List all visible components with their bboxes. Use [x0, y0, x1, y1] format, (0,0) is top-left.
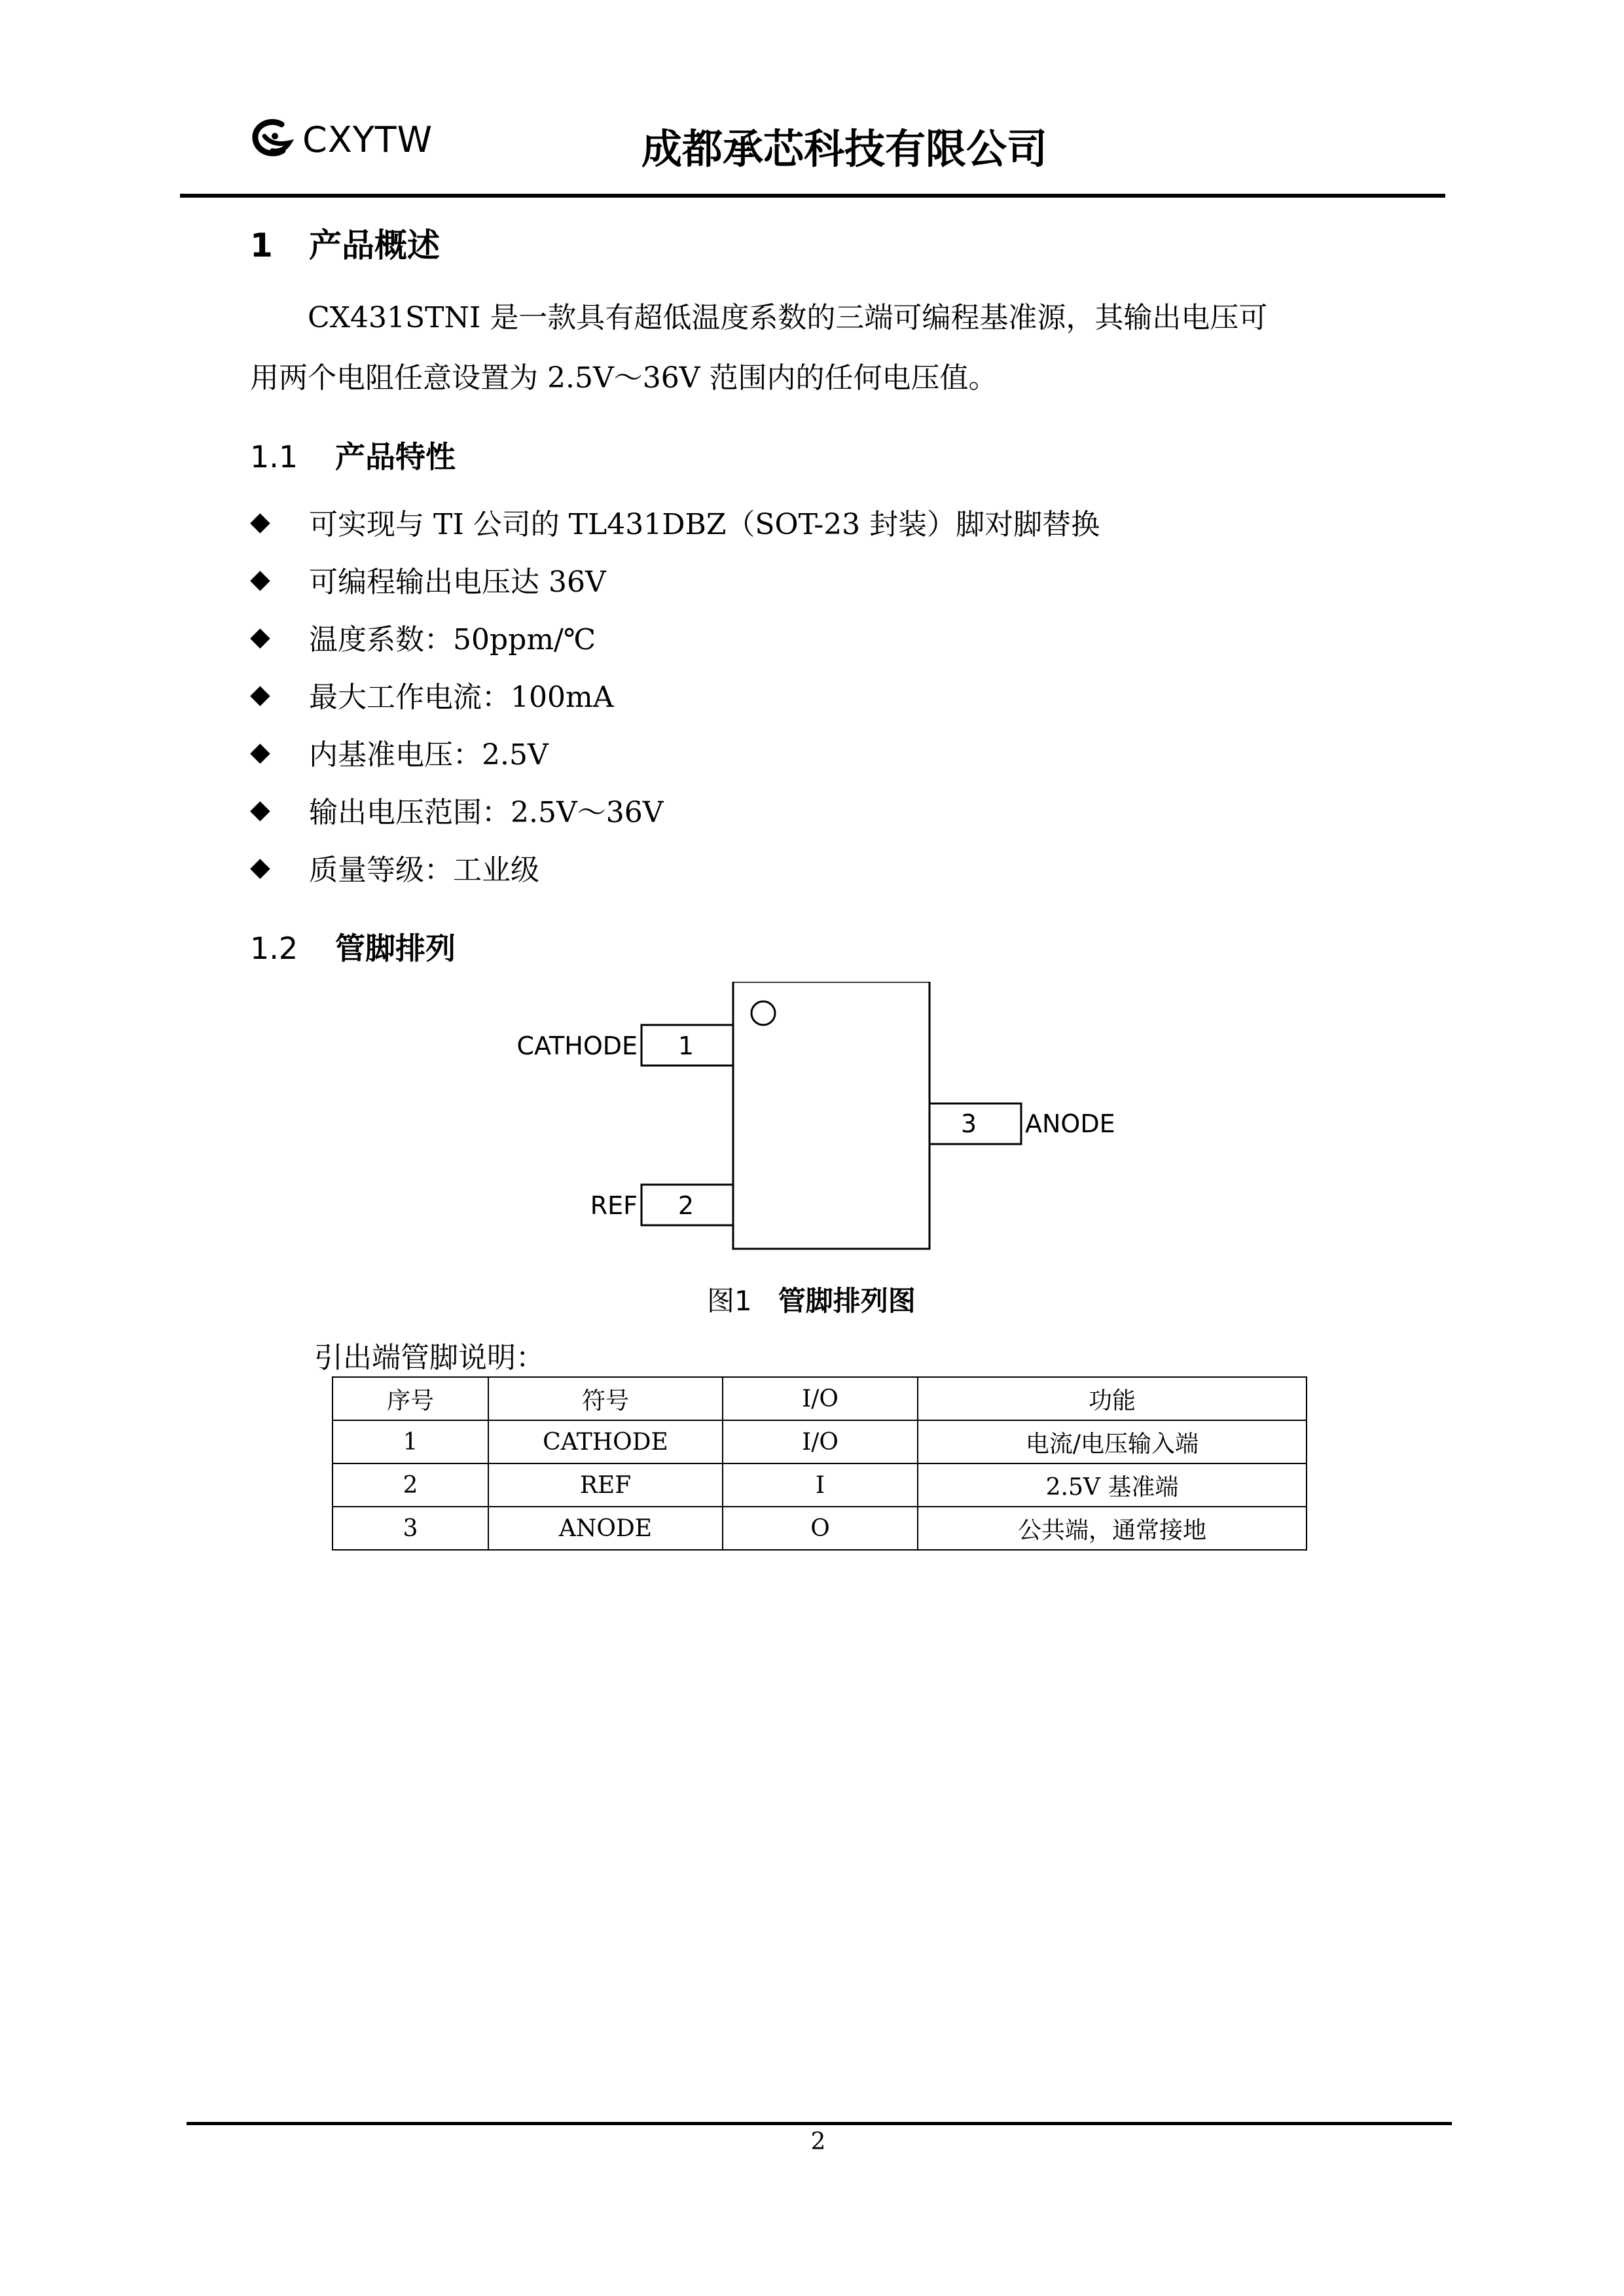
overview-line-2: 用两个电阻任意设置为 2.5V～36V 范围内的任何电压值。 [250, 361, 998, 395]
section-number: 1.1 [250, 439, 298, 475]
company-logo [250, 117, 433, 162]
table-cell: REF [488, 1463, 723, 1507]
table-cell: I [723, 1463, 918, 1507]
feature-list-item [250, 673, 613, 715]
feature-list-item [250, 501, 1100, 543]
feature-text: 输出电压范围：2.5V～36V [309, 796, 664, 829]
feature-list-item [250, 731, 549, 773]
pin-diagram [511, 982, 1139, 1263]
table-cell: 1 [333, 1420, 488, 1463]
pin1-number: 1 [677, 1031, 694, 1060]
pin-table-title: 引出端管脚说明： [314, 1341, 545, 1374]
pin1-label: CATHODE [516, 1031, 638, 1060]
feature-text: 可编程输出电压达 36V [309, 565, 606, 599]
figure-caption [707, 1280, 916, 1319]
diamond-bullet-icon: ◆ [250, 622, 270, 652]
table-header-cell: I/O [723, 1377, 918, 1420]
table-cell: I/O [723, 1420, 918, 1463]
feature-text: 温度系数：50ppm/℃ [309, 623, 596, 656]
section-title: 产品概述 [309, 226, 440, 264]
company-name: 成都承芯科技有限公司 [641, 125, 1048, 173]
section-number: 1 [250, 226, 273, 264]
figure-title: 管脚排列图 [778, 1285, 916, 1317]
pin3-label: ANODE [1025, 1109, 1115, 1138]
table-cell: 公共端，通常接地 [918, 1507, 1307, 1550]
table-cell: O [723, 1507, 918, 1550]
diamond-bullet-icon: ◆ [250, 679, 270, 709]
section-number: 1.2 [250, 931, 298, 966]
table-header-cell: 符号 [488, 1377, 723, 1420]
diamond-bullet-icon: ◆ [250, 737, 270, 767]
feature-list-item [250, 789, 664, 831]
diamond-bullet-icon: ◆ [250, 852, 270, 882]
section-title: 产品特性 [335, 439, 456, 475]
table-row [333, 1420, 1307, 1463]
package-body [733, 982, 929, 1249]
feature-text: 质量等级：工业级 [309, 853, 539, 887]
table-row [333, 1507, 1307, 1550]
table-cell: CATHODE [488, 1420, 723, 1463]
section-1-1-heading [250, 433, 456, 476]
section-1-2-heading [250, 925, 456, 968]
feature-list-item [250, 558, 606, 600]
diamond-bullet-icon: ◆ [250, 507, 270, 537]
table-cell: 2 [333, 1463, 488, 1507]
diamond-bullet-icon: ◆ [250, 564, 270, 594]
table-header-cell: 序号 [333, 1377, 488, 1420]
page-number: 2 [810, 2128, 826, 2155]
table-cell: 电流/电压输入端 [918, 1420, 1307, 1463]
pin1-indicator-icon [751, 1001, 775, 1025]
pin2-number: 2 [677, 1191, 694, 1220]
feature-text: 可实现与 TI 公司的 TL431DBZ（SOT-23 封装）脚对脚替换 [309, 508, 1100, 541]
table-row [333, 1463, 1307, 1507]
logo-text: CXYTW [302, 118, 433, 160]
logo-mark-icon [250, 117, 296, 162]
table-cell: ANODE [488, 1507, 723, 1550]
header-divider [180, 194, 1445, 198]
feature-list-item [250, 846, 539, 888]
diamond-bullet-icon: ◆ [250, 795, 270, 825]
pin2-label: REF [590, 1191, 638, 1220]
feature-text: 内基准电压：2.5V [309, 738, 549, 772]
table-header-cell: 功能 [918, 1377, 1307, 1420]
figure-number: 图1 [707, 1285, 752, 1317]
feature-text: 最大工作电流：100mA [309, 681, 614, 714]
table-cell: 3 [333, 1507, 488, 1550]
section-1-heading [250, 219, 440, 266]
feature-list-item [250, 616, 596, 658]
section-title: 管脚排列 [335, 931, 456, 966]
table-cell: 2.5V 基准端 [918, 1463, 1307, 1507]
table-header-row [333, 1377, 1307, 1420]
pin-table [332, 1376, 1307, 1551]
pin3-number: 3 [960, 1109, 977, 1138]
footer-divider [187, 2122, 1452, 2125]
overview-line-1: CX431STNI 是一款具有超低温度系数的三端可编程基准源，其输出电压可 [308, 301, 1268, 334]
